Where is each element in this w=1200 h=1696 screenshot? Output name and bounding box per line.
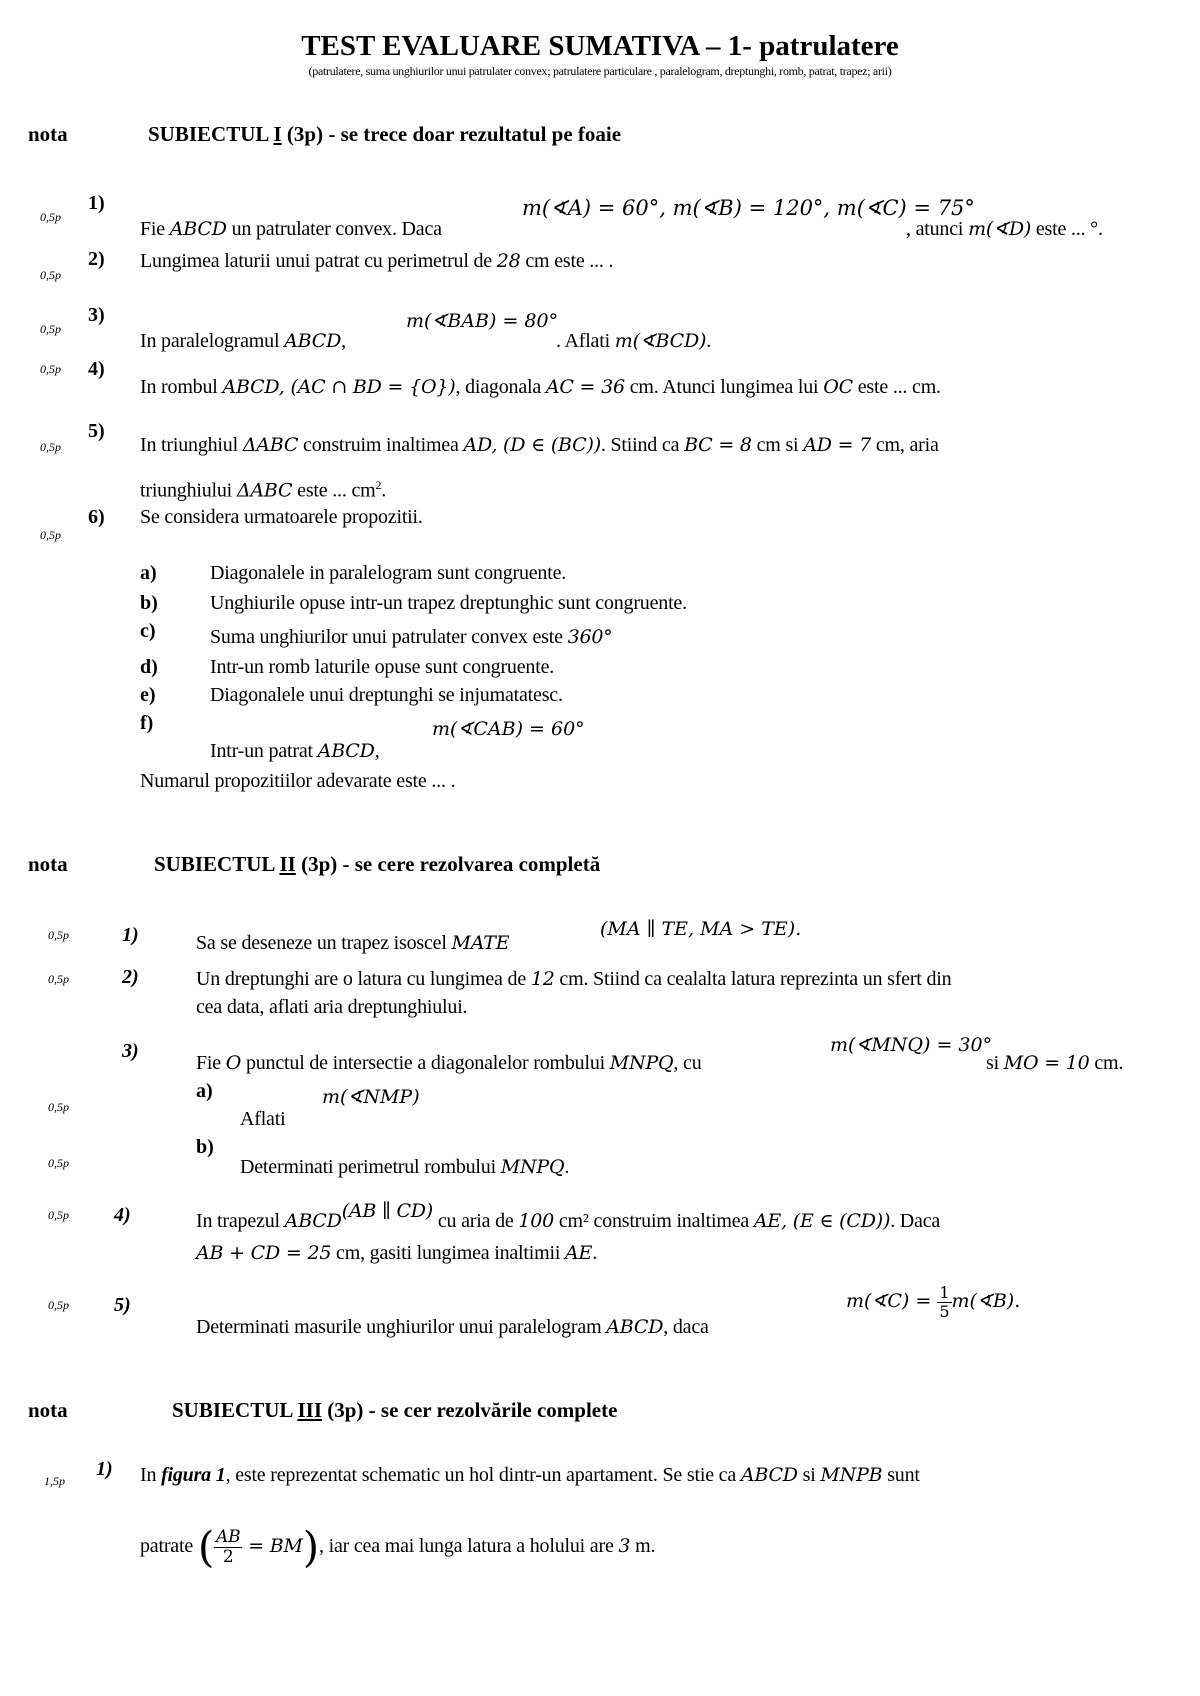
prop-text: Diagonalele in paralelogram sunt congruente. (210, 562, 567, 584)
question-number: 4) (88, 358, 105, 380)
question-1-3: In paralelogramul ABCD, (140, 330, 346, 352)
question-2-4-line2: AB + CD = 25 cm, gasiti lungimea inaltimii AE. (196, 1242, 598, 1264)
question-1-6-conclusion: Numarul propozitiilor adevarate este ... . (140, 770, 456, 792)
question-1-1: Fie ABCD un patrulater convex. Daca (140, 218, 442, 240)
prop-letter: f) (140, 712, 154, 734)
formula-angles: m(∢A) = 60°, m(∢B) = 120°, m(∢C) = 75° (522, 196, 975, 220)
question-2-5: Determinati masurile unghiurilor unui paralelogram ABCD, daca (196, 1316, 709, 1338)
prop-letter: d) (140, 656, 158, 678)
prop-letter: c) (140, 620, 156, 642)
points-label: 0,5p (48, 928, 69, 942)
formula-angle-ratio: m(∢C) = $\frac{1}{5}$ m(∢B). (846, 1283, 1021, 1321)
question-1-3-end: . Aflati m(∢BCD). (556, 330, 712, 352)
points-label: 0,5p (40, 528, 61, 542)
question-1-4: In rombul ABCD, (AC ∩ BD = {O}), diagonala AC = 36 cm. Atunci lungimea lui OC este ... cm. (140, 376, 941, 398)
points-label: 0,5p (40, 268, 61, 282)
grade-label-3: nota (28, 1398, 68, 1422)
question-2-4: In trapezul ABCD(AB ∥ CD) cu aria de 100 cm² construim inaltimea AE, (E ∈ (CD)). Daca (196, 1200, 941, 1232)
question-2-2: Un dreptunghi are o latura cu lungimea de 12 cm. Stiind ca cealalta latura reprezinta un sfert din (196, 968, 952, 990)
prop-text: Unghiurile opuse intr-un trapez dreptunghic sunt congruente. (210, 592, 687, 614)
question-1-1-end: , atunci m(∢D) este ... °. (906, 218, 1103, 240)
subject-2-heading: SUBIECTUL II (3p) - se cere rezolvarea completă (154, 852, 601, 876)
question-number: 1) (88, 192, 105, 214)
formula-trapezoid-condition: (MA ∥ TE, MA > TE). (600, 918, 802, 940)
points-label: 0,5p (48, 1156, 69, 1170)
question-1-2: Lungimea laturii unui patrat cu perimetrul de 28 cm este ... . (140, 250, 614, 272)
question-2-2-line2: cea data, aflati aria dreptunghiului. (196, 996, 468, 1018)
prop-letter: a) (140, 562, 157, 584)
question-number: 1) (122, 924, 139, 946)
prop-text: Intr-un romb laturile opuse sunt congruente. (210, 656, 555, 678)
question-number: 3) (88, 304, 105, 326)
formula-angle-cab: m(∢CAB) = 60° (432, 718, 585, 740)
formula-angle-mnq: m(∢MNQ) = 30° (830, 1034, 993, 1056)
points-label: 0,5p (48, 972, 69, 986)
question-1-5: In triunghiul ΔABC construim inaltimea AD, (D ∈ (BC)). Stiind ca BC = 8 cm si AD = 7 cm, aria (140, 434, 939, 456)
formula-angle-nmp: m(∢NMP) (322, 1086, 420, 1108)
formula-angle-bab: m(∢BAB) = 80° (406, 310, 559, 332)
question-number: 2) (88, 248, 105, 270)
question-number: 2) (122, 966, 139, 988)
question-number: 5) (88, 420, 105, 442)
points-label: 0,5p (40, 440, 61, 454)
points-label: 0,5p (48, 1100, 69, 1114)
question-1-6: Se considera urmatoarele propozitii. (140, 506, 423, 528)
question-number: 1) (96, 1458, 113, 1480)
points-label: 0,5p (48, 1208, 69, 1222)
points-label: 0,5p (48, 1298, 69, 1312)
question-number: 5) (114, 1294, 131, 1316)
subquestion-letter: a) (196, 1080, 213, 1102)
grade-label-1: nota (28, 122, 68, 146)
prop-text: Intr-un patrat ABCD, (210, 740, 380, 762)
question-2-3-end: si MO = 10 cm. (986, 1052, 1124, 1074)
question-2-1: Sa se deseneze un trapez isoscel MATE (196, 932, 510, 954)
question-number: 6) (88, 506, 105, 528)
page-subtitle: (patrulatere, suma unghiurilor unui patrulater convex; patrulatere particulare , paralelogram, dreptunghi, romb, patrat, trapez; arii) (308, 64, 892, 78)
question-2-3-a: Aflati (240, 1108, 286, 1130)
grade-label-2: nota (28, 852, 68, 876)
subject-3-heading: SUBIECTUL III (3p) - se cer rezolvările complete (172, 1398, 618, 1422)
prop-text: Diagonalele unui dreptunghi se injumatatesc. (210, 684, 563, 706)
question-2-3-b: Determinati perimetrul rombului MNPQ. (240, 1156, 570, 1178)
subject-1-heading: SUBIECTUL I (3p) - se trece doar rezultatul pe foaie (148, 122, 622, 146)
prop-letter: e) (140, 684, 156, 706)
points-label: 1,5p (44, 1474, 65, 1488)
question-1-5-line2: triunghiului ΔABC este ... $cm^2$. (140, 478, 387, 502)
question-number: 4) (114, 1204, 131, 1226)
question-3-1: In figura 1, este reprezentat schematic un hol dintr-un apartament. Se stie ca ABCD si MNPB sunt (140, 1464, 920, 1486)
question-2-3: Fie O punctul de intersectie a diagonalelor rombului MNPQ, cu (196, 1052, 702, 1074)
question-number: 3) (122, 1040, 139, 1062)
question-3-1-line2: patrate ( $\frac{AB}{2}$ = BM), iar cea mai lunga latura a holului are 3 m. (140, 1522, 656, 1572)
page-title: TEST EVALUARE SUMATIVA – 1- patrulatere (301, 30, 899, 62)
subquestion-letter: b) (196, 1136, 214, 1158)
points-label: 0,5p (40, 322, 61, 336)
points-label: 0,5p (40, 210, 61, 224)
points-label: 0,5p (40, 362, 61, 376)
prop-letter: b) (140, 592, 158, 614)
prop-text: Suma unghiurilor unui patrulater convex este 360° (210, 626, 613, 648)
